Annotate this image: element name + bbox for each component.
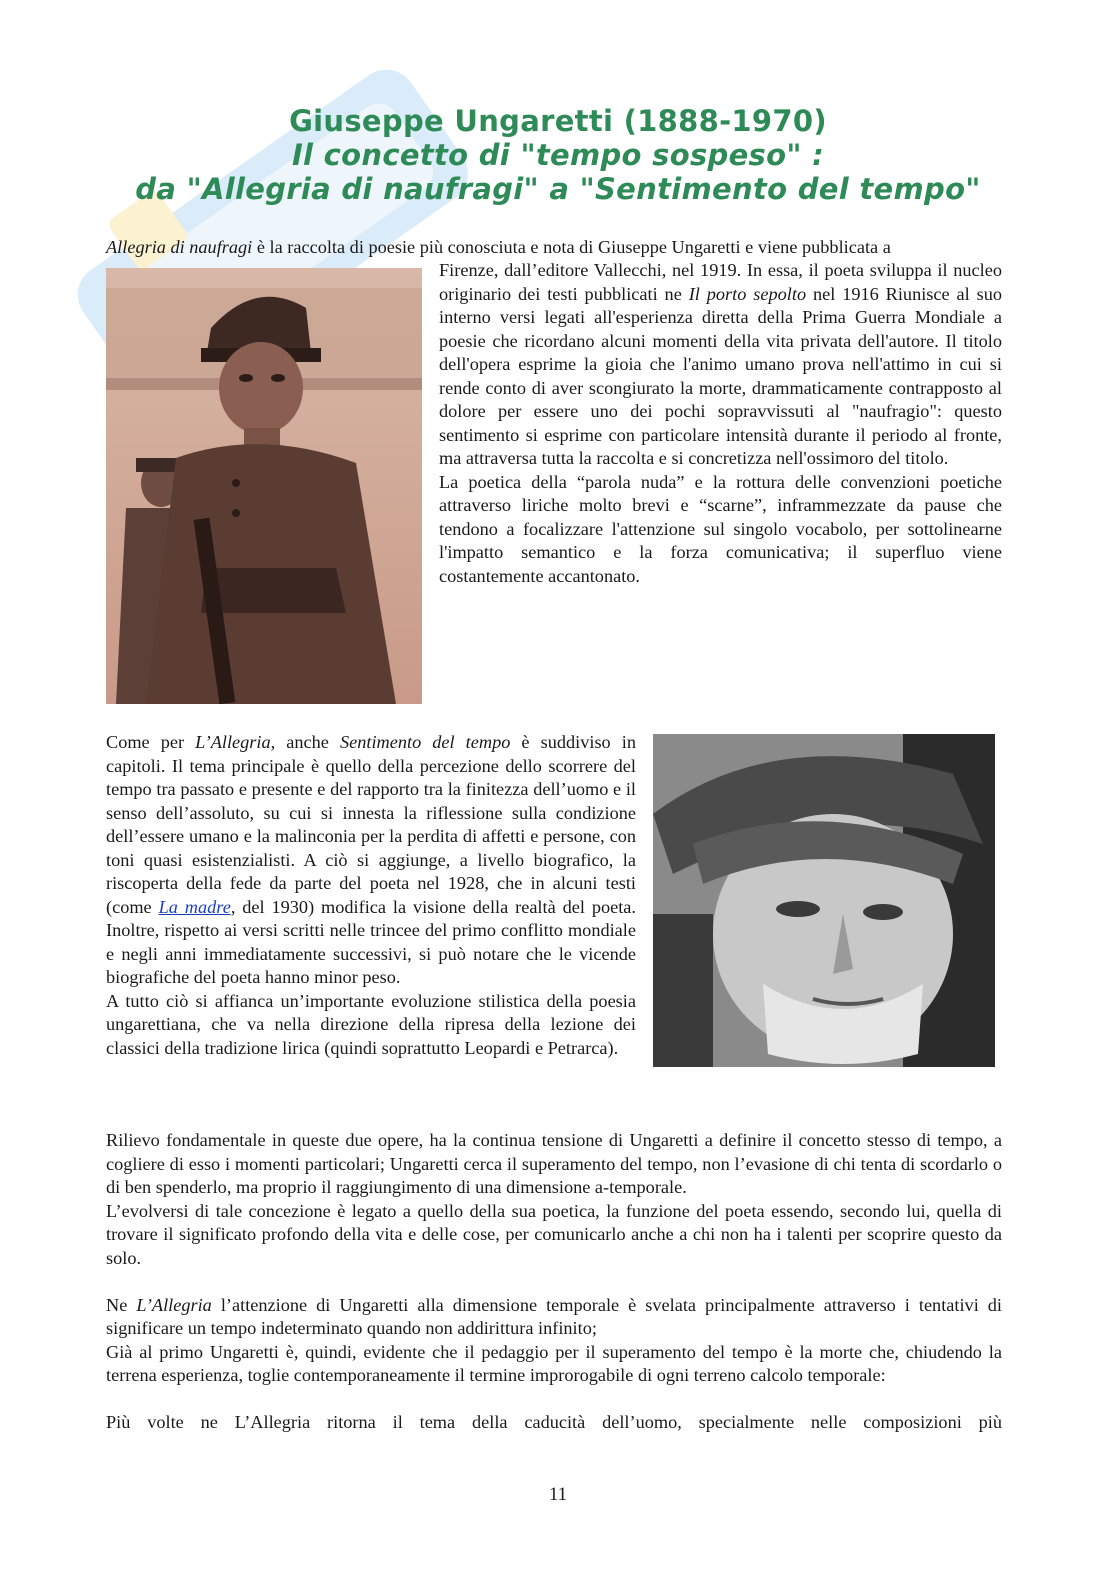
section3-paragraph-1: Rilievo fondamentale in queste due opere, ha la continua tensione di Ungaretti a definire il concetto stesso di tempo, a cogliere di esso i momenti particolari; Ungaretti cerca il superamento del tempo, non l’evasione di chi tenta di scordarlo o di ben spenderlo, ma proprio il raggiungimento di una dimensione a-temporale. — [106, 1130, 1002, 1197]
page-number: 11 — [548, 1484, 568, 1505]
section1-lead — [106, 236, 1002, 260]
section1-paragraph-1: Firenze, dall’editore Vallecchi, nel 1919. In essa, il poeta sviluppa il nucleo originario dei testi pubblicati ne Il porto sepolto nel 1916 Riunisce al suo interno versi legati all'esperienza diretta della Prima Guerra Mondiale a poesie che ricordano alcuni momenti della vita privata dell'autore. Il titolo dell'opera esprime la gioia che l'animo umano prova nell'attimo in cui si rende conto di aver scongiurato la morte, drammaticamente contrapposto al dolore per essere uno dei pochi sopravvissuti al "naufragio": questo sentimento si esprime con particolare intensità durante il periodo al fronte, ma attraversa tutta la raccolta e si concretizza nell'ossimoro del titolo. — [439, 260, 1003, 468]
section2-paragraph-2: A tutto ciò si affianca un’importante evoluzione stilistica della poesia ungarettiana, che va nella direzione della ripresa della lezione dei classici della tradizione lirica (quindi soprattutto Leopardi e Petrarca). — [106, 990, 636, 1058]
la-madre-link[interactable]: La madre — [158, 896, 231, 917]
section2-paragraph-1: Come per L’Allegria, anche Sentimento del tempo è suddiviso in capitoli. Il tema principale è quello della percezione dello scorrere del tempo tra passato e presente e del rapporto tra la finitezza dell’uomo e il senso dell’assoluto, su cui si innesta la riflessione sulla condizione dell’essere umano e la malinconia per la perdita di affetti e persone, con toni quasi esistenzialisti. A ciò si aggiunge, a livello biografico, la riscoperta della fede da parte del poeta nel 1928, che in alcuni testi (come La madre, del 1930) modifica la visione della realtà del poeta. Inoltre, rispetto ai versi scritti nelle trincee del primo conflitto mondiale e negli anni immediatamente successivi, si può notare che le vicende biografiche del poeta hanno minor peso. — [106, 732, 636, 987]
section3-paragraph-4: Già al primo Ungaretti è, quindi, evidente che il pedaggio per il superamento del tempo è la morte che, chiudendo la terrena esperienza, toglie contemporaneamente il termine improrogabile di ogni terreno calcolo temporale: — [106, 1341, 1002, 1385]
section1-column — [439, 259, 1002, 588]
title-line-3: da "Allegria di naufragi" a "Sentimento del tempo" — [135, 172, 981, 206]
title-line-1: Giuseppe Ungaretti (1888-1970) — [289, 104, 827, 138]
page-title — [100, 104, 1016, 206]
soldier-photo — [106, 268, 422, 704]
section3-paragraph-3: Ne L’Allegria l’attenzione di Ungaretti alla dimensione temporale è svelata principalmente attraverso i tentativi di significare un tempo indeterminato quando non addirittura infinito; — [106, 1294, 1003, 1338]
title-line-2: Il concetto di "tempo sospeso" : — [291, 138, 825, 172]
section3-paragraph-2: L’evolversi di tale concezione è legato a quello della sua poetica, la funzione del poeta essendo, secondo lui, quella di trovare il significato profondo della vita e delle cose, per comunicarlo anche a chi non ha i talenti per scoprire questo da solo. — [106, 1200, 1002, 1268]
section3-paragraph-5: Più volte ne L’Allegria ritorna il tema della caducità dell’uomo, specialmente nelle composizioni più — [106, 1412, 1002, 1432]
lead-title: Allegria di naufragi — [106, 237, 253, 257]
portrait-photo — [653, 734, 995, 1067]
lead-text: è la raccolta di poesie più conosciuta e nota di Giuseppe Ungaretti e viene pubblicata a — [252, 237, 891, 257]
section3-column — [106, 1129, 1002, 1435]
section1-paragraph-2: La poetica della “parola nuda” e la rottura delle convenzioni poetiche attraverso liriche molto brevi e “scarne”, inframmezzate da pause che tendono a focalizzare l'attenzione sul singolo vocabolo, per sottolinearne l'impatto semantico e la forza comunicativa; il superfluo viene costantemente accantonato. — [439, 471, 1002, 586]
section2-column — [106, 731, 636, 1060]
